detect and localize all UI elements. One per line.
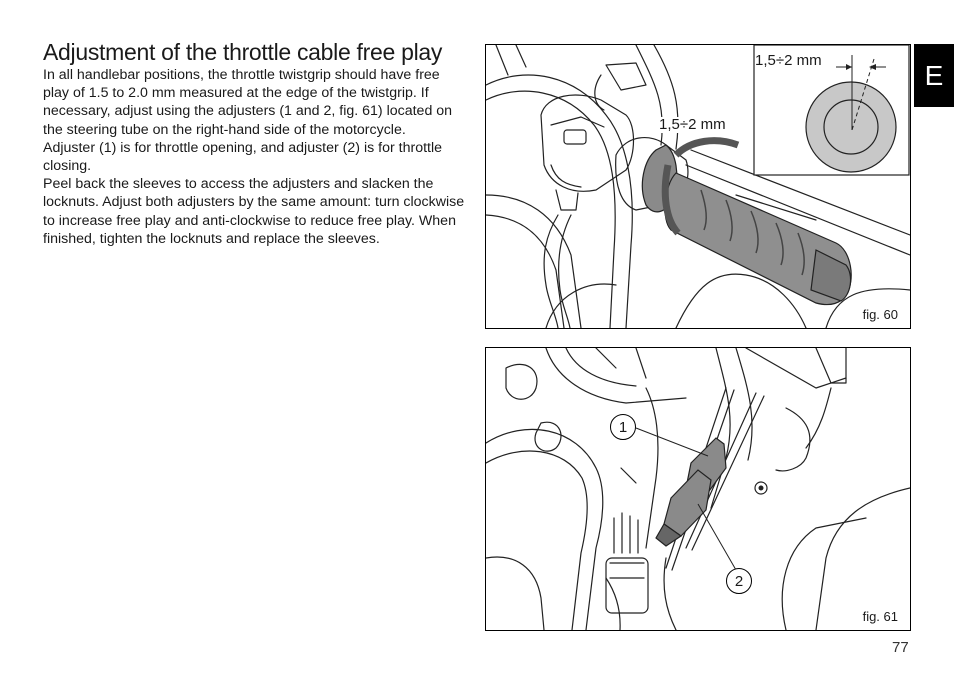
page-number: 77 [892,639,909,656]
section-tab: E [914,44,954,107]
paragraph-procedure: Peel back the sleeves to access the adjusters and slacken the locknuts. Adjust both adjusters by the same amount: turn clockwise to increase free play and anti-clockwise to reduce free play. When finished, tighten the locknuts and replace the sleeves. [43,176,465,247]
inset-free-play-label: 1,5÷2 mm [755,52,822,69]
body-text [43,66,468,248]
figure-60-caption: fig. 60 [862,307,898,322]
paragraph-free-play: In all handlebar positions, the throttle twistgrip should have free play of 1.5 to 2.0 mm measured at the edge of the twistgrip. If necessary, adjust using the adjusters (1 and 2, fig. 61) located on the steering tube on the right-hand side of the motorcycle. [43,67,453,138]
figure-61-caption: fig. 61 [862,609,898,624]
page-title: Adjustment of the throttle cable free play [43,39,443,65]
figure-61 [485,347,911,631]
callout-adjuster-1: 1 [610,414,636,440]
paragraph-adjusters: Adjuster (1) is for throttle opening, and adjuster (2) is for throttle closing. [43,139,443,175]
cable-adjusters-illustration [486,348,910,630]
throttle-grip-illustration [486,45,910,328]
figure-60 [485,44,911,329]
grip-free-play-label: 1,5÷2 mm [659,116,726,133]
callout-adjuster-2: 2 [726,568,752,594]
